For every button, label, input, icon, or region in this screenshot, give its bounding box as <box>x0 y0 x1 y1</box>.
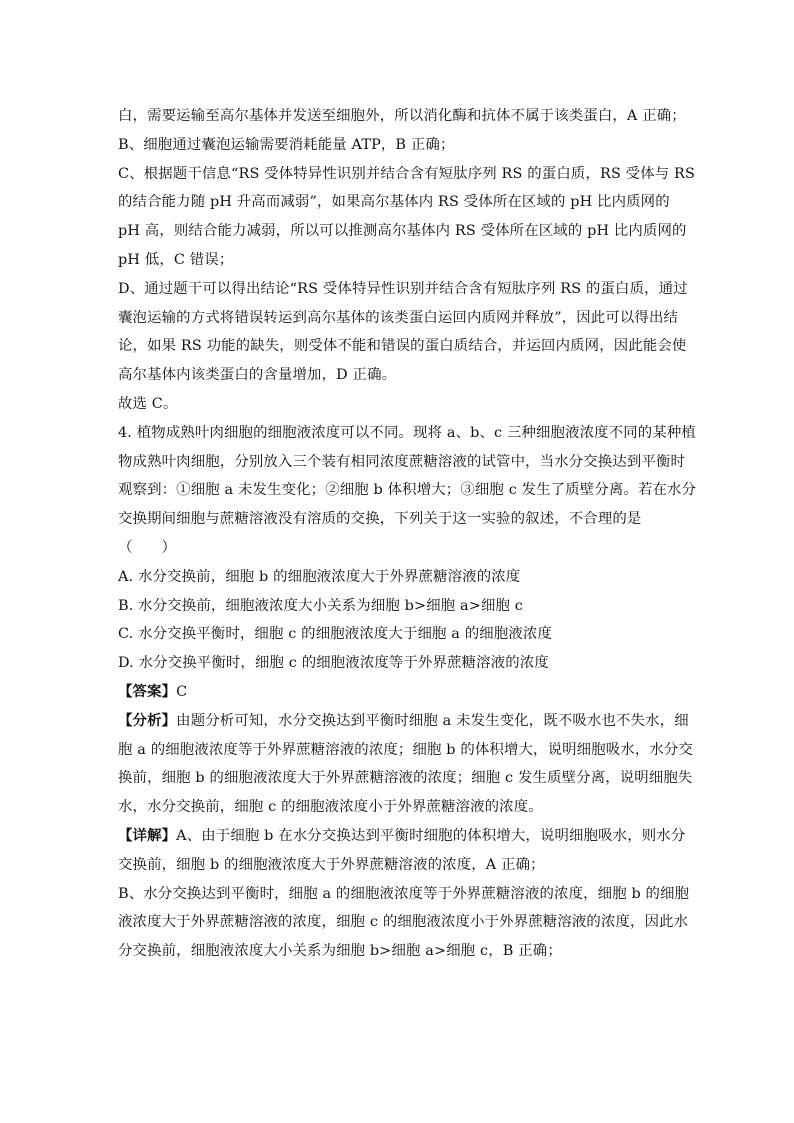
detail-line: 液浓度大于外界蔗糖溶液的浓度，细胞 c 的细胞液浓度小于外界蔗糖溶液的浓度，因此水 <box>118 914 689 931</box>
detail-text: A、由于细胞 b 在水分交换达到平衡时细胞的体积增大，说明细胞吸水，则水分 <box>176 827 686 844</box>
option-d: D. 水分交换平衡时，细胞 c 的细胞液浓度等于外界蔗糖溶液的浓度 <box>118 655 549 672</box>
text-line: 囊泡运输的方式将错误转运到高尔基体的该类蛋白运回内质网并释放”，因此可以得出结 <box>118 309 679 326</box>
analysis-line: 换前，细胞 b 的细胞液浓度大于外界蔗糖溶液的浓度；细胞 c 发生质壁分离，说明细胞失 <box>118 770 693 787</box>
question-stem-line: 物成熟叶肉细胞，分别放入三个装有相同浓度蔗糖溶液的试管中，当水分交换达到平衡时 <box>118 453 686 470</box>
text-line: pH 高，则结合能力减弱，所以可以推测高尔基体内 RS 受体所在区域的 pH 比内质网的 <box>118 223 687 240</box>
detail-line <box>118 822 686 851</box>
question-stem-line: 交换期间细胞与蔗糖溶液没有溶质的交换，下列关于这一实验的叙述，不合理的是 <box>118 511 642 528</box>
text-line: 论，如果 RS 功能的缺失，则受体不能和错误的蛋白质结合，并运回内质网，因此能会使 <box>118 338 687 355</box>
detail-line: 分交换前，细胞液浓度大小关系为细胞 b>细胞 a>细胞 c，B 正确； <box>118 943 562 960</box>
analysis-line <box>118 707 689 736</box>
analysis-text: 由题分析可知，水分交换达到平衡时细胞 a 未发生变化，既不吸水也不失水，细 <box>176 712 689 729</box>
detail-label: 【详解】 <box>118 826 177 844</box>
text-line: 高尔基体内该类蛋白的含量增加，D 正确。 <box>118 367 397 384</box>
detail-line: B、水分交换达到平衡时，细胞 a 的细胞液浓度等于外界蔗糖溶液的浓度，细胞 b 的细胞 <box>118 885 690 902</box>
question-stem-line: 4. 植物成熟叶肉细胞的细胞液浓度可以不同。现将 a、b、c 三种细胞液浓度不同的某种植 <box>118 424 696 441</box>
answer-line <box>118 678 678 707</box>
document-page <box>118 102 697 966</box>
question-stem-line: 观察到：①细胞 a 未发生变化；②细胞 b 体积增大；③细胞 c 发生了质壁分离。若在水分 <box>118 482 697 499</box>
text-line: 的结合能力随 pH 升高而减弱”，如果高尔基体内 RS 受体所在区域的 pH 比内质网的 <box>118 194 670 211</box>
option-c: C. 水分交换平衡时，细胞 c 的细胞液浓度大于细胞 a 的细胞液浓度 <box>118 626 552 643</box>
text-line: 故选 C。 <box>118 395 178 412</box>
text-line: C、根据题干信息“RS 受体特异性识别并结合含有短肽序列 RS 的蛋白质，RS 受体与 RS <box>118 165 696 182</box>
analysis-line: 胞 a 的细胞液浓度等于外界蔗糖溶液的浓度；细胞 b 的体积增大，说明细胞吸水，水分交 <box>118 741 693 758</box>
text-line: pH 低，C 错误； <box>118 251 234 268</box>
option-b: B. 水分交换前，细胞液浓度大小关系为细胞 b>细胞 a>细胞 c <box>118 597 523 614</box>
answer-value: C <box>176 683 188 700</box>
text-line: D、通过题干可以得出结论“RS 受体特异性识别并结合含有短肽序列 RS 的蛋白质，通过 <box>118 280 688 297</box>
answer-label: 【答案】 <box>118 682 177 700</box>
detail-line: 交换前，细胞 b 的细胞液浓度大于外界蔗糖溶液的浓度，A 正确； <box>118 856 545 873</box>
text-line: B、细胞通过囊泡运输需要消耗能量 ATP，B 正确； <box>118 136 455 153</box>
analysis-label: 【分析】 <box>118 711 177 729</box>
text-line: 白，需要运输至高尔基体并发送至细胞外，所以消化酶和抗体不属于该类蛋白，A 正确； <box>118 108 686 124</box>
option-a: A. 水分交换前，细胞 b 的细胞液浓度大于外界蔗糖溶液的浓度 <box>118 568 521 585</box>
answer-blank: （ ） <box>118 539 177 556</box>
analysis-line: 水，水分交换前，细胞 c 的细胞液浓度小于外界蔗糖溶液的浓度。 <box>118 799 543 816</box>
